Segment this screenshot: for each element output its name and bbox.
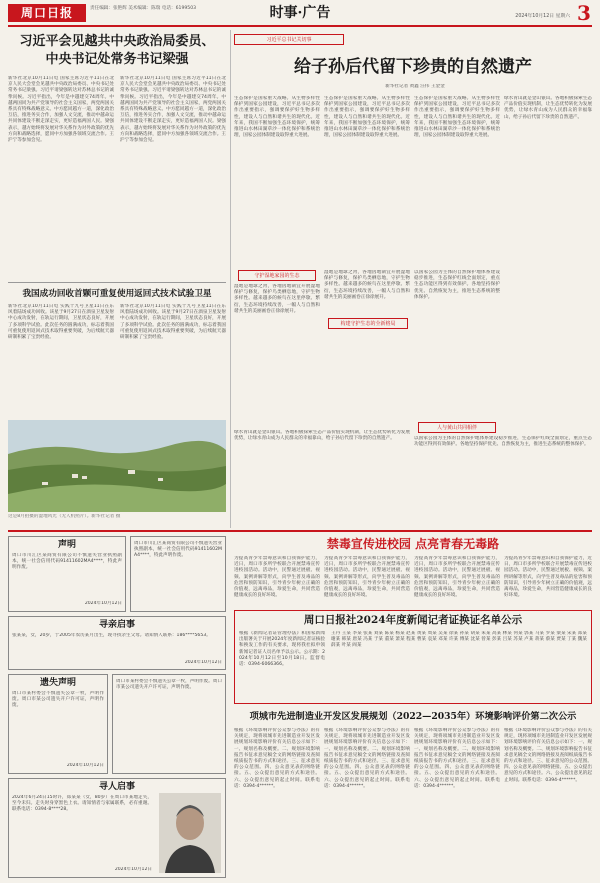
school-article-col-2: 为提高青少年禁毒意识和自我保护能力，近日，周口市多所学校联合开展禁毒宣传进校园活动。活动中，民警通过展板、视频、案例讲解等形式，向学生普及毒品的危害和预防知识，引导青少年树立正确的价值观，远离毒品，珍爱生命，共同营造健康成长的良好环境。 (324, 556, 410, 599)
wetland-landscape-photo (8, 420, 226, 512)
lead-body-col-2: 新华社北京10月11日电 国家主席习近平11日在北京人民大会堂会见越共中央政治局委员、中央书记处常务书记梁强。习近平请梁强转达对苏林总书记的诚挚问候。习近平指出，今年是中越建交74周年。中越两国同为共产党领导的社会主义国家，两党两国关系具有特殊战略意义。中方愿同越方一道，深化政治互信，推进务实合作，加强人文交流，推动中越命运共同体建设不断走深走实，更好造福两国人民。梁强表示，越方始终将发展对华关系作为对外政策的优先方向和战略选择，愿同中方加强各领域交流合作。王沪宁等参加会见。 (120, 76, 226, 144)
header-rule (8, 25, 592, 27)
feature-title: 给子孙后代留下珍贵的自然遗产 (294, 57, 532, 77)
feature-col-1: 生态保护是国家重大战略。从生物多样性保护到国家公园建设，习近平总书记多次作出重要指示，强调要保护好生物多样性，建设人与自然和谐共生的现代化。近年来，我国不断加强生态环境保护，统筹推进山水林田湖草沙一体化保护和系统治理，国家公园体制建设取得重大进展。 (234, 96, 320, 139)
feature-sec3-body: 绿水青山就是金山银山。各地积极探索生态产品价值实现机制，让生态优势转化为发展优势，让绿水青山成为人民群众的幸福靠山，给子孙后代留下珍贵的自然遗产。 (234, 430, 410, 442)
eia-col-3: 根据《环境影响评价公众参与办法》的有关规定，现将项城市先进制造业开发区发展规划环境影响评价有关信息公示如下：一、规划名称及概要。二、规划环境影响报告书征求意见稿全文的网络链接及查阅纸质报告书的方式和途径。三、征求意见的公众范围。四、公众意见表的网络链接。五、公众提出意见的方式和途径。六、公众提出意见的起止时间。联系电话：0394-4******。 (414, 728, 500, 789)
notice-box-3 (8, 674, 108, 774)
feature-col-4: 绿水青山就是金山银山。各地积极探索生态产品价值实现机制，让生态优势转化为发展优势，让绿水青山成为人民群众的幸福靠山，给子孙后代留下珍贵的自然遗产。 (504, 96, 592, 120)
notice-date: 2024年10月12日 (184, 660, 222, 665)
notice-date: 2024年10月12日 (66, 763, 104, 768)
notice-body: 周口市川汇区某商贸有限公司不慎遗失营业执照副本，统一社会信用代码91411602MA4****，特此声明作废。 (134, 541, 222, 559)
notice-box-3b (112, 674, 226, 774)
feature-sec3-cont: 以国家公园为主体的自然保护地体系建设稳步推进，生态保护红线全面划定，重点生态功能区得到有效保护。各地坚持保护优先、自然恢复为主，推进生态系统的整体保护。 (414, 436, 592, 448)
press-card-notice (234, 610, 592, 704)
feature-col-2: 生态保护是国家重大战略。从生物多样性保护到国家公园建设，习近平总书记多次作出重要指示，强调要保护好生物多样性，建设人与自然和谐共生的现代化。近年来，我国不断加强生态环境保护，统筹推进山水林田湖草沙一体化保护和系统治理，国家公园体制建设取得重大进展。 (324, 96, 410, 139)
notice-title: 遗失声明 (39, 678, 76, 688)
notice-box-4 (8, 778, 226, 878)
eia-notice-title: 项城市先进制造业开发区发展规划（2022—2035年）环境影响评价第二次公示 (249, 711, 577, 722)
feature-byline: 新华社记者 黄鑫 汪伟 王金金 (385, 84, 445, 89)
eia-col-4: 根据《环境影响评价公众参与办法》的有关规定，现将项城市先进制造业开发区发展规划环境影响评价有关信息公示如下：一、规划名称及概要。二、规划环境影响报告书征求意见稿全文的网络链接及查阅纸质报告书的方式和途径。三、征求意见的公众范围。四、公众意见表的网络链接。五、公众提出意见的方式和途径。六、公众提出意见的起止时间。联系电话：0394-4******。 (504, 728, 592, 783)
press-name-list: 王丹 王某 李某 张某 刘某 陈某 杨某 赵某 黄某 周某 吴某 徐某 孙某 胡某 朱某 高某 林某 何某 郭某 马某 罗某 梁某 宋某 郑某 谢某 韩某 唐某 冯某 于某 董某 萧某 程某 曹某 袁某 邓某 许某 傅某 沈某 曾某 彭某 吕某 苏某 卢某 蒋某 蔡某 贾某 丁某 魏某 薛某 叶某 阎某 (331, 631, 587, 649)
feature-sec1-cont: 湿地是地球之肾，各地因地制宜开展湿地保护与修复，保护鸟类栖息地，守护生物多样性。越来越多的候鸟在这里停歇、繁衍，生态环境持续改善，一幅人与自然和谐共生的美丽画卷正徐徐展开。 (324, 270, 410, 300)
lead-title-line-2: 中央书记处常务书记梁强 (45, 52, 189, 67)
notice-body: 周口市某村委会不慎遗失公章一枚，声明作废。周口市某公司遗失开户许可证，声明作废。 (12, 691, 104, 709)
notice-body: 张某某，女，20岁，于2005年农历某月出生，现寻找亲生父母。请知情人联系：186****5653。 (12, 633, 211, 638)
eia-col-2: 根据《环境影响评价公众参与办法》的有关规定，现将项城市先进制造业开发区发展规划环境影响评价有关信息公示如下：一、规划名称及概要。二、规划环境影响报告书征求意见稿全文的网络链接及查阅纸质报告书的方式和途径。三、征求意见的公众范围。四、公众意见表的网络链接。五、公众提出意见的方式和途径。六、公众提出意见的起止时间。联系电话：0394-4******。 (324, 728, 410, 789)
notice-title: 寻人启事 (98, 782, 135, 792)
notice-date: 2024年10月12日 (114, 867, 152, 872)
issue-date: 2024年10月12日 星期六 (515, 14, 570, 19)
photo-caption: 这是8月拍摄的湿地风光（无人机照片）。新华社记者 摄 (8, 514, 121, 519)
satellite-news-col-2: 新华社北京10月11日电 实践十九号卫星11日在东风着陆场成功回收。该星于9月27日在酒泉卫星发射中心成功发射，在轨运行期间，卫星状态良好，开展了多项科学试验。此次任务的圆满成功，标志着我国可重复使用返回式技术取得重要突破，为后续航天器研制积累了宝贵经验。 (120, 304, 226, 341)
notice-date: 2024年10月12日 (84, 601, 122, 606)
satellite-news-title: 我国成功回收首颗可重复使用返回式技术试验卫星 (22, 289, 212, 299)
press-notice-body: 根据《新闻记者证管理办法》和国家新闻出版署关于开展2024年度新闻记者证核验和换发工作的有关要求，现将我社拟申领新闻记者证人员名单予以公示。公示期：2024年10月12日至10月18日。监督电话：0394-6066366。 (239, 631, 325, 668)
press-notice-title: 周口日报社2024年度新闻记者证换证名单公示 (303, 614, 523, 626)
notice-box-2 (8, 616, 226, 670)
landscape-image (8, 420, 226, 512)
eia-col-1: 根据《环境影响评价公众参与办法》的有关规定，现将项城市先进制造业开发区发展规划环境影响评价有关信息公示如下：一、规划名称及概要。二、规划环境影响报告书征求意见稿全文的网络链接及查阅纸质报告书的方式和途径。三、征求意见的公众范围。四、公众意见表的网络链接。五、公众提出意见的方式和途径。六、公众提出意见的起止时间。联系电话：0394-4******。 (234, 728, 320, 789)
divider (8, 282, 226, 283)
notice-body: 2024年6月24日15时许，郑某某（女，80岁）在周口市某地走失，至今未归。走失时身穿黑色上衣。请知情者与家属联系，必有重谢。联系电话：0394-8****28。 (12, 795, 152, 813)
satellite-news-col-1: 新华社北京10月11日电 实践十九号卫星11日在东风着陆场成功回收。该星于9月27日在酒泉卫星发射中心成功发射，在轨运行期间，卫星状态良好，开展了多项科学试验。此次任务的圆满成功，标志着我国可重复使用返回式技术取得重要突破，为后续航天器研制积累了宝贵经验。 (8, 304, 114, 341)
section-rule (8, 530, 592, 532)
lead-body-col-1: 新华社北京10月11日电 国家主席习近平11日在北京人民大会堂会见越共中央政治局委员、中央书记处常务书记梁强。习近平请梁强转达对苏林总书记的诚挚问候。习近平指出，今年是中越建交74周年。中越两国同为共产党领导的社会主义国家，两党两国关系具有特殊战略意义。中方愿同越方一道，深化政治互信，推进务实合作，加强人文交流，推动中越命运共同体建设不断走深走实，更好造福两国人民。梁强表示，越方始终将发展对华关系作为对外政策的优先方向和战略选择，愿同中方加强各领域交流合作。王沪宁等参加会见。 (8, 76, 114, 144)
notice-body: 周口市某村委会不慎遗失公章一枚，声明作废。周口市某公司遗失开户许可证，声明作废。 (116, 679, 222, 691)
lead-title-line-1: 习近平会见越共中央政治局委员、 (19, 34, 215, 49)
notice-box-1 (8, 536, 126, 612)
column-divider (230, 30, 231, 528)
school-article-title: 禁毒宣传进校园 点亮青春无毒路 (326, 537, 500, 551)
section-title: 时事·广告 (269, 5, 331, 21)
page-number: 3 (577, 1, 591, 25)
editor-credits: 责任编辑：张艳辉 美术编辑：陈瑞 电话：6199503 (90, 6, 197, 11)
column-badge: 习近平总书记关切事 (234, 34, 344, 45)
school-article-col-4: 为提高青少年禁毒意识和自我保护能力，近日，周口市多所学校联合开展禁毒宣传进校园活动。活动中，民警通过展板、视频、案例讲解等形式，向学生普及毒品的危害和预防知识，引导青少年树立正确的价值观，远离毒品，珍爱生命，共同营造健康成长的良好环境。 (504, 556, 592, 599)
feature-subhead-1: 守护湿地家园的生态 (238, 270, 316, 281)
feature-subhead-3: 人与黄山共同相伴 (418, 422, 496, 433)
feature-sec2-body: 以国家公园为主体的自然保护地体系建设稳步推进，生态保护红线全面划定，重点生态功能区得到有效保护。各地坚持保护优先、自然恢复为主，推进生态系统的整体保护。 (414, 270, 500, 300)
notice-box-1b (130, 536, 226, 612)
portrait-image (159, 793, 221, 873)
school-article-col-3: 为提高青少年禁毒意识和自我保护能力，近日，周口市多所学校联合开展禁毒宣传进校园活动。活动中，民警通过展板、视频、案例讲解等形式，向学生普及毒品的危害和预防知识，引导青少年树立正确的价值观，远离毒品，珍爱生命，共同营造健康成长的良好环境。 (414, 556, 500, 599)
notice-title: 声明 (57, 540, 76, 550)
feature-subhead-2: 构建守护生态的全新格局 (328, 318, 408, 329)
notice-title: 寻亲启事 (98, 620, 135, 630)
notice-body: 周口市川汇区某商贸有限公司不慎遗失营业执照副本，统一社会信用代码91411602MA4****，特此声明作废。 (12, 553, 122, 571)
missing-person-photo (159, 793, 221, 873)
school-article-col-1: 为提高青少年禁毒意识和自我保护能力，近日，周口市多所学校联合开展禁毒宣传进校园活动。活动中，民警通过展板、视频、案例讲解等形式，向学生普及毒品的危害和预防知识，引导青少年树立正确的价值观，远离毒品，珍爱生命，共同营造健康成长的良好环境。 (234, 556, 320, 599)
feature-sec1-body: 湿地是地球之肾，各地因地制宜开展湿地保护与修复，保护鸟类栖息地，守护生物多样性。越来越多的候鸟在这里停歇、繁衍，生态环境持续改善，一幅人与自然和谐共生的美丽画卷正徐徐展开。 (234, 284, 320, 314)
masthead-logo: 周口日报 (8, 4, 86, 22)
feature-col-3: 生态保护是国家重大战略。从生物多样性保护到国家公园建设，习近平总书记多次作出重要指示，强调要保护好生物多样性，建设人与自然和谐共生的现代化。近年来，我国不断加强生态环境保护，统筹推进山水林田湖草沙一体化保护和系统治理，国家公园体制建设取得重大进展。 (414, 96, 500, 139)
